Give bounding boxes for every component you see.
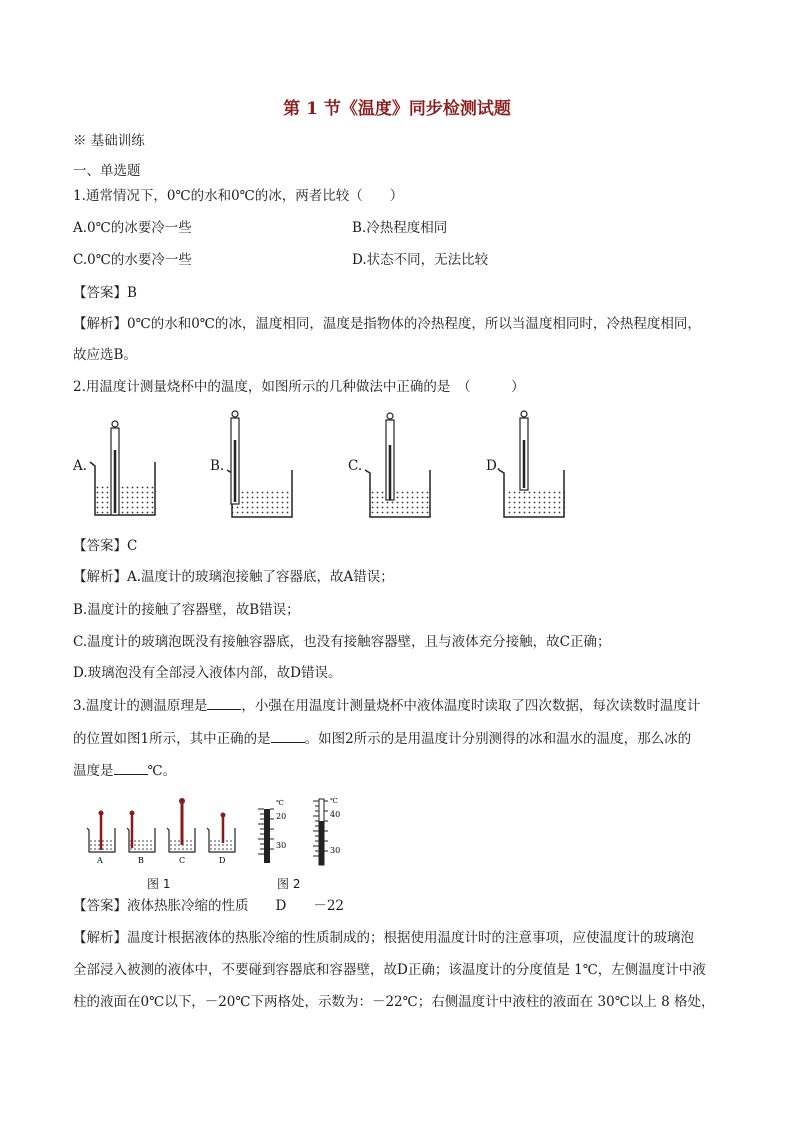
thermo-left-tick-20: 20 — [276, 812, 287, 821]
q1-option-b: B.冷热程度相同 — [352, 220, 448, 236]
q3-stem-line3: 温度是 ℃。 — [73, 763, 177, 779]
thermometer-left-icon — [258, 799, 286, 863]
part-heading: 一、单选题 — [73, 163, 141, 179]
fig1-label-a: A — [97, 856, 103, 865]
q2-fig-label-b: B. — [210, 458, 225, 474]
q3-blank-3 — [114, 761, 148, 775]
q3-blank-2 — [271, 729, 305, 743]
q1-stem: 1.通常情况下，0℃的水和0℃的冰，两者比较（ ） — [73, 188, 404, 204]
thermo-left-unit: ℃ — [276, 799, 284, 807]
q3-answer: 【答案】液体热胀冷缩的性质 D －22 — [73, 898, 345, 914]
small-beaker-b-icon — [127, 811, 155, 853]
q1-analysis-line2: 故应选B。 — [73, 347, 137, 363]
fig2-caption: 图 2 — [277, 877, 301, 891]
q3-blank-1 — [207, 696, 241, 710]
fig1-label-d: D — [219, 856, 226, 865]
q2-answer: 【答案】C — [73, 538, 138, 554]
thermo-right-unit: ℃ — [330, 797, 338, 805]
q3-analysis-line1: 【解析】温度计根据液体的热胀冷缩的性质制成的；根据使用温度计时的注意事项，应使温度计的玻璃泡 — [73, 930, 694, 946]
q1-option-d: D.状态不同，无法比较 — [352, 252, 489, 268]
q2-fig-label-a: A. — [73, 458, 88, 474]
section-heading: ※ 基础训练 — [73, 133, 145, 149]
q1-option-c: C.0℃的水要冷一些 — [73, 252, 192, 268]
thermometer-right-icon — [313, 797, 340, 865]
q2-analysis-line4: D.玻璃泡没有全部浸入液体内部，故D错误。 — [73, 665, 342, 681]
page-title: 第 1 节《温度》同步检测试题 — [283, 99, 511, 119]
thermo-right-tick-40: 40 — [330, 810, 341, 819]
q3-figure-2 — [250, 795, 360, 870]
q3-analysis-line3: 柱的液面在0℃以下，－20℃下两格处，示数为：－22℃；右侧温度计中液柱的液面在 30℃以上 8 格处， — [73, 994, 715, 1010]
small-beaker-c-icon — [167, 798, 195, 852]
fig1-label-b: B — [138, 856, 144, 865]
beaker-b-icon — [227, 411, 292, 517]
beaker-a-icon — [90, 421, 155, 515]
thermo-right-tick-30: 30 — [330, 846, 341, 855]
q2-fig-label-c: C. — [348, 458, 363, 474]
q3-stem-line2: 的位置如图1所示，其中正确的是 。如图2所示的是用温度计分别测得的冰和温水的温度，那么冰的 — [73, 731, 692, 747]
q1-analysis-line1: 【解析】0℃的水和0℃的冰，温度相同，温度是指物体的冷热程度，所以当温度相同时，冷热程度相同， — [73, 316, 701, 332]
q3-analysis-line2: 全部浸入被测的液体中，不要碰到容器底和容器壁，故D正确；该温度计的分度值是 1℃，左侧温度计中液 — [73, 962, 706, 978]
q3-stem-line1: 3.温度计的测温原理是 ，小强在用温度计测量烧杯中液体温度时读取了四次数据，每次读数时温度计 — [73, 698, 701, 714]
q2-fig-label-d: D. — [486, 458, 501, 474]
q2-analysis-line2: B.温度计的接触了容器壁，故B错误； — [73, 602, 300, 618]
q2-analysis-line3: C.温度计的玻璃泡既没有接触容器底，也没有接触容器壁，且与液体充分接触，故C正确； — [73, 634, 611, 650]
q1-answer: 【答案】B — [73, 285, 137, 301]
q1-option-a: A.0℃的冰要冷一些 — [73, 220, 192, 236]
beaker-c-icon — [365, 413, 430, 517]
fig1-label-c: C — [179, 856, 186, 865]
small-beaker-d-icon — [207, 813, 235, 853]
thermo-left-tick-30: 30 — [276, 841, 287, 850]
q2-stem: 2.用温度计测量烧杯中的温度，如图所示的几种做法中正确的是 （ ） — [73, 379, 525, 395]
small-beaker-a-icon — [87, 811, 115, 853]
q2-beaker-figure — [85, 410, 565, 520]
fig1-caption: 图 1 — [147, 877, 171, 891]
q3-figure-1 — [85, 795, 245, 865]
beaker-d-icon — [499, 411, 565, 517]
q2-analysis-line1: 【解析】A.温度计的玻璃泡接触了容器底，故A错误； — [73, 569, 394, 585]
